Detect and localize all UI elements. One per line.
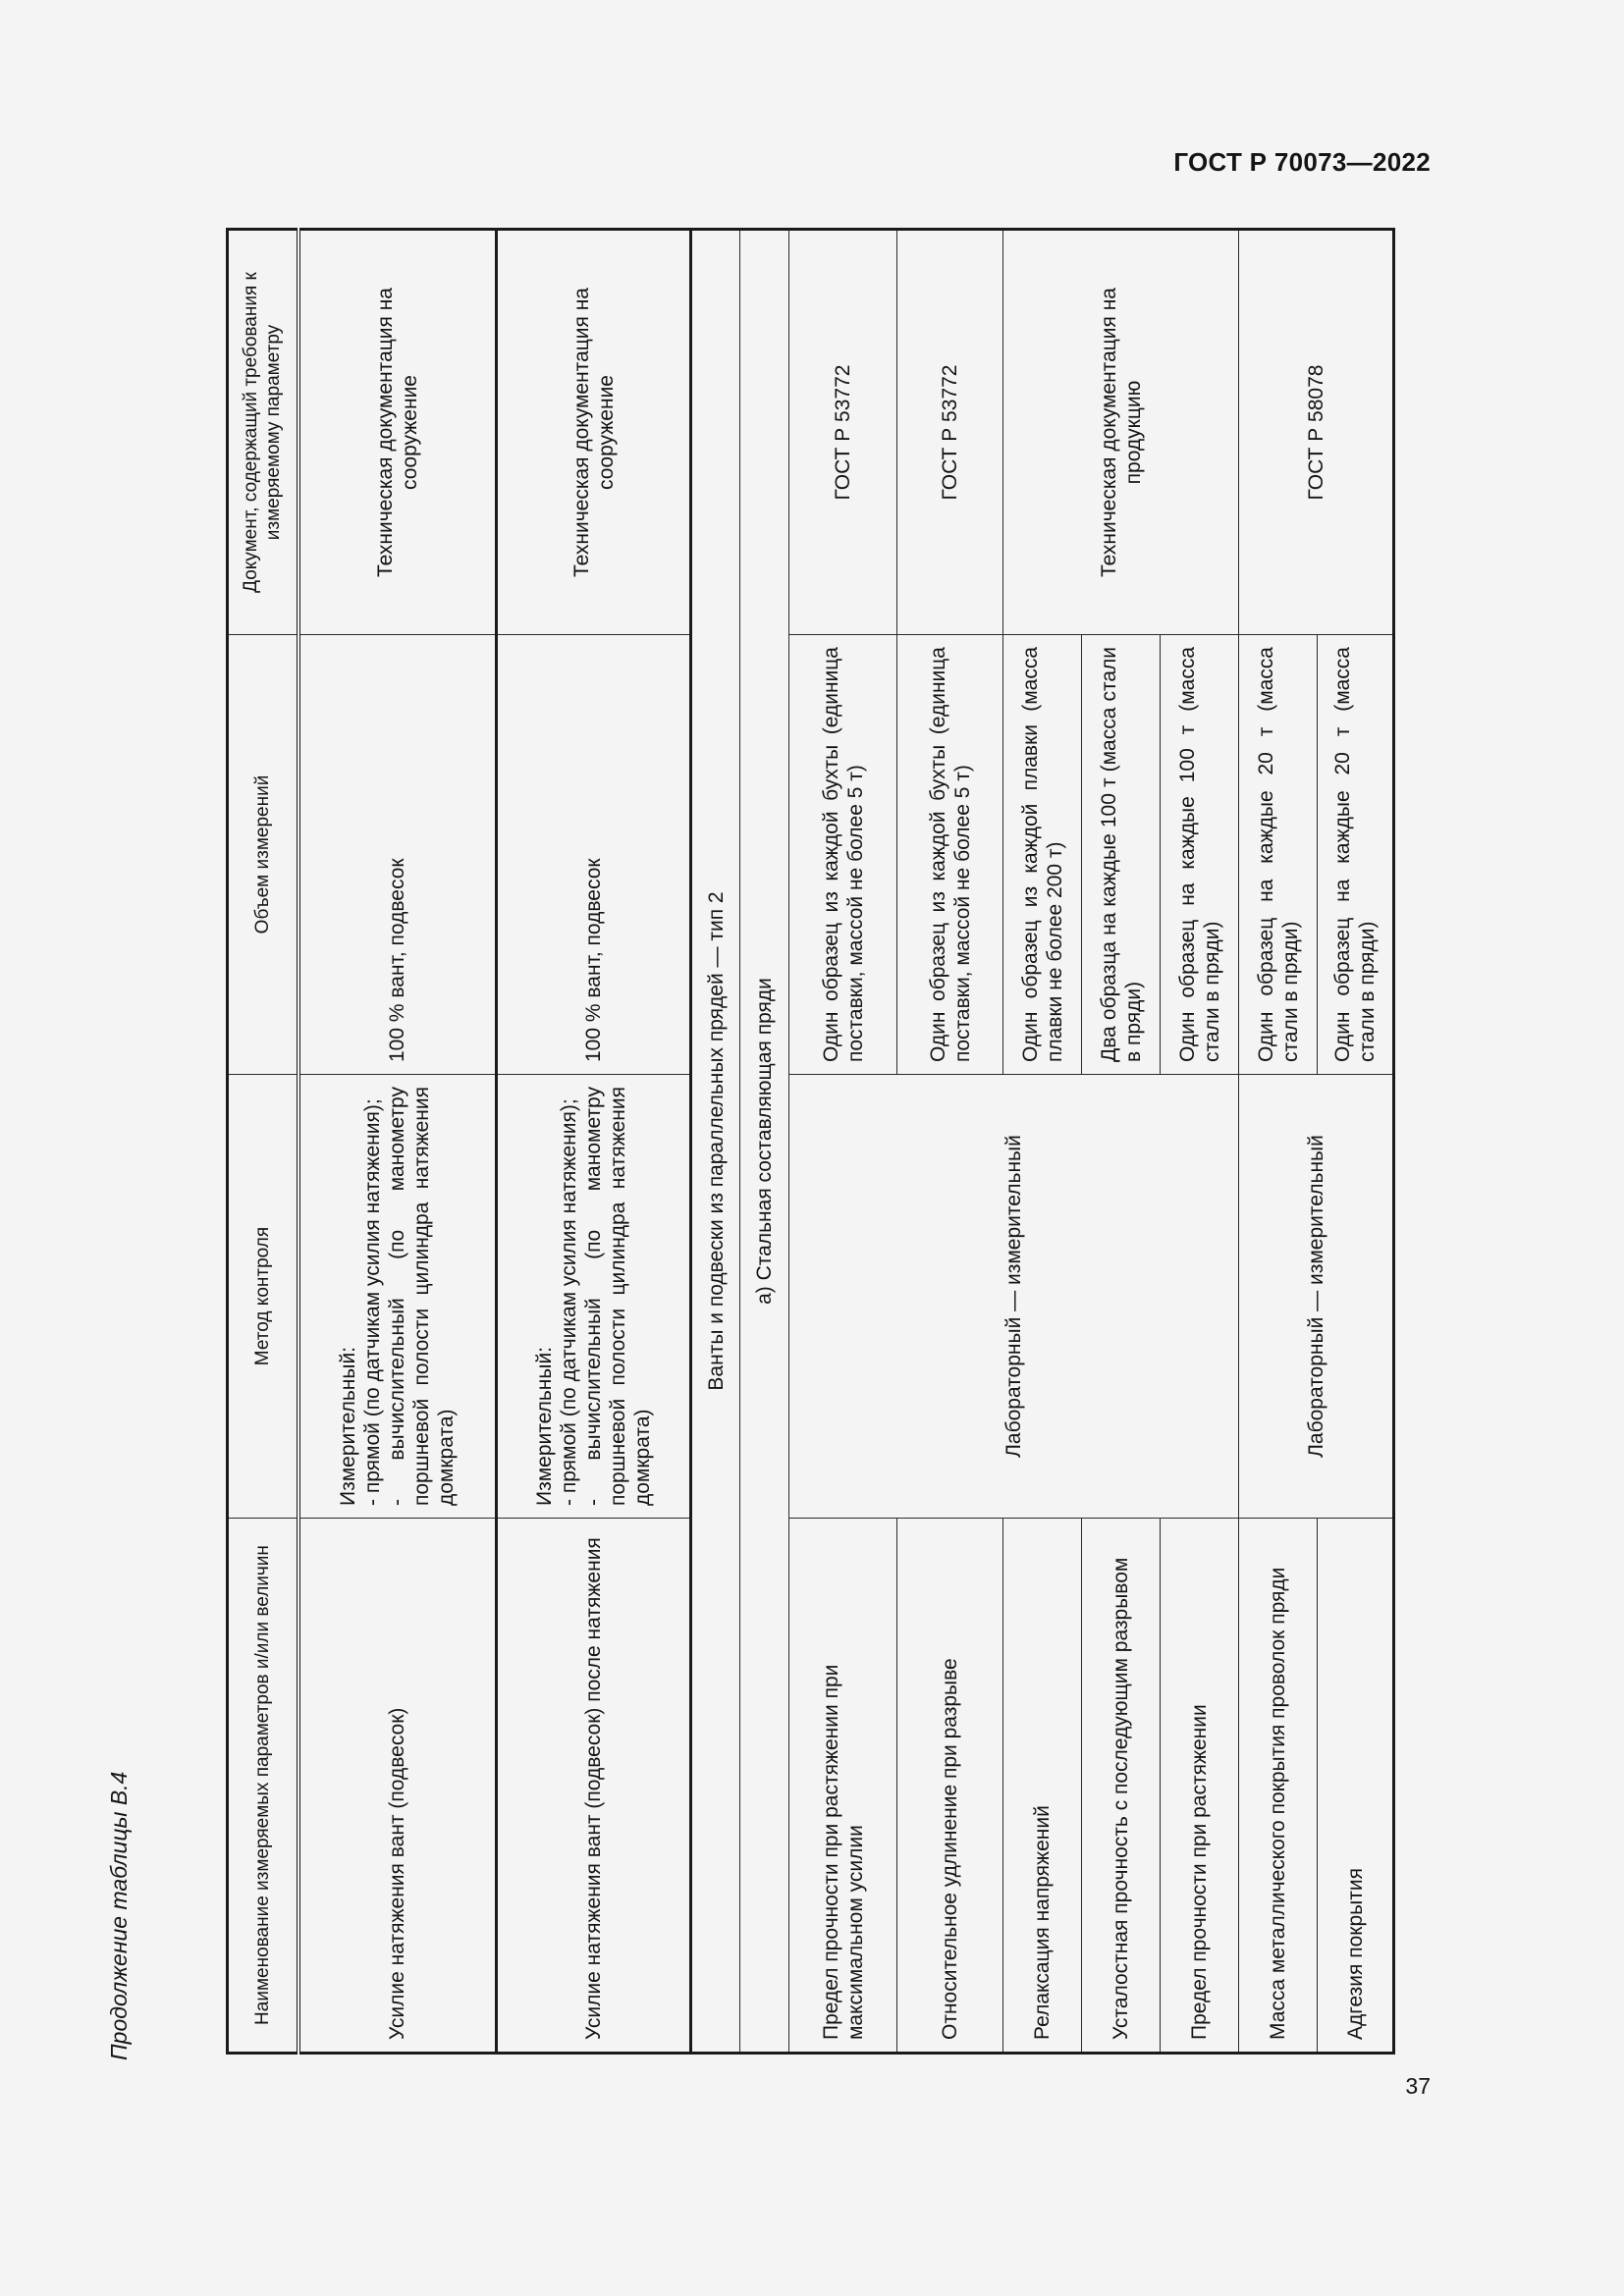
section-title: Ванты и подвески из параллельных прядей — тип 2 [691,230,740,2054]
volume-cell: Один образец на каждые 100 т (масса стали в пряди) [1161,635,1239,1075]
column-header-method: Метод контроля [228,1075,298,1519]
param-cell: Предел прочности при растяжении [1161,1519,1239,2054]
volume-cell: Один образец из каждой бухты (единица поставки, массой не более 5 т) [897,635,1003,1075]
subsection-title: а) Стальная составляющая пряди [740,230,789,2054]
method-line: Измерительный: [337,1346,360,1506]
param-cell: Масса металлического покрытия проволок пряди [1239,1519,1318,2054]
method-line: - прямой (по датчикам усилия натяжения); [361,1098,385,1506]
volume-cell: Два образца на каждые 100 т (масса стали в пряди) [1082,635,1161,1075]
volume-cell: Один образец из каждой плавки (масса плавки не более 200 т) [1003,635,1082,1075]
param-cell: Усилие натяжения вант (подвесок) после натяжения [497,1519,691,2054]
table-header-row [228,230,298,2054]
document-cell: ГОСТ Р 58078 [1239,230,1394,635]
param-cell: Усталостная прочность с последующим разрывом [1082,1519,1161,2054]
volume-cell: Один образец на каждые 20 т (масса стали в пряди) [1318,635,1394,1075]
document-cell: ГОСТ Р 53772 [789,230,897,635]
column-header-document: Документ, содержащий требования к измеряемому параметру [228,230,298,635]
method-line: Измерительный: [533,1346,556,1506]
param-cell: Относительное удлинение при разрыве [897,1519,1003,2054]
volume-cell: 100 % вант, подвесок [298,635,497,1075]
param-cell: Предел прочности при растяжении при максимальном усилии [789,1519,897,2054]
document-cell: Техническая документация на сооружение [298,230,497,635]
table-row [298,230,497,2054]
table-row [789,230,897,2054]
control-table [226,228,1395,2055]
volume-cell: 100 % вант, подвесок [497,635,691,1075]
volume-cell: Один образец из каждой бухты (единица поставки, массой не более 5 т) [789,635,897,1075]
param-cell: Релаксация напряжений [1003,1519,1082,2054]
document-cell: Техническая документация на продукцию [1003,230,1239,635]
document-cell: Техническая документация на сооружение [497,230,691,635]
page-number: 37 [1405,2073,1431,2099]
section-row [691,230,740,2054]
param-cell: Адгезия покрытия [1318,1519,1394,2054]
method-line: - вычислительный (по манометру поршневой полости цилиндра натяжения домкрата) [386,1087,459,1506]
column-header-volume: Объем измерений [228,635,298,1075]
subsection-row [740,230,789,2054]
table-row [1239,230,1318,2054]
method-line: - вычислительный (по манометру поршневой полости цилиндра натяжения домкрата) [582,1087,654,1506]
column-header-parameter: Наименование измеряемых параметров и/или величин [228,1519,298,2054]
document-header: ГОСТ Р 70073—2022 [1173,147,1431,177]
document-cell: ГОСТ Р 53772 [897,230,1003,635]
method-line: - прямой (по датчикам усилия натяжения); [558,1098,580,1506]
method-cell-laboratory: Лабораторный — измерительный [1239,1075,1394,1519]
table-caption: Продолжение таблицы В.4 [106,1771,132,2060]
volume-cell: Один образец на каждые 20 т (масса стали в пряди) [1239,635,1318,1075]
table-row [497,230,691,2054]
method-cell-laboratory: Лабораторный — измерительный [789,1075,1239,1519]
param-cell: Усилие натяжения вант (подвесок) [298,1519,497,2054]
rotated-page-content [106,231,1379,2060]
method-cell [298,1075,497,1519]
method-cell [497,1075,691,1519]
